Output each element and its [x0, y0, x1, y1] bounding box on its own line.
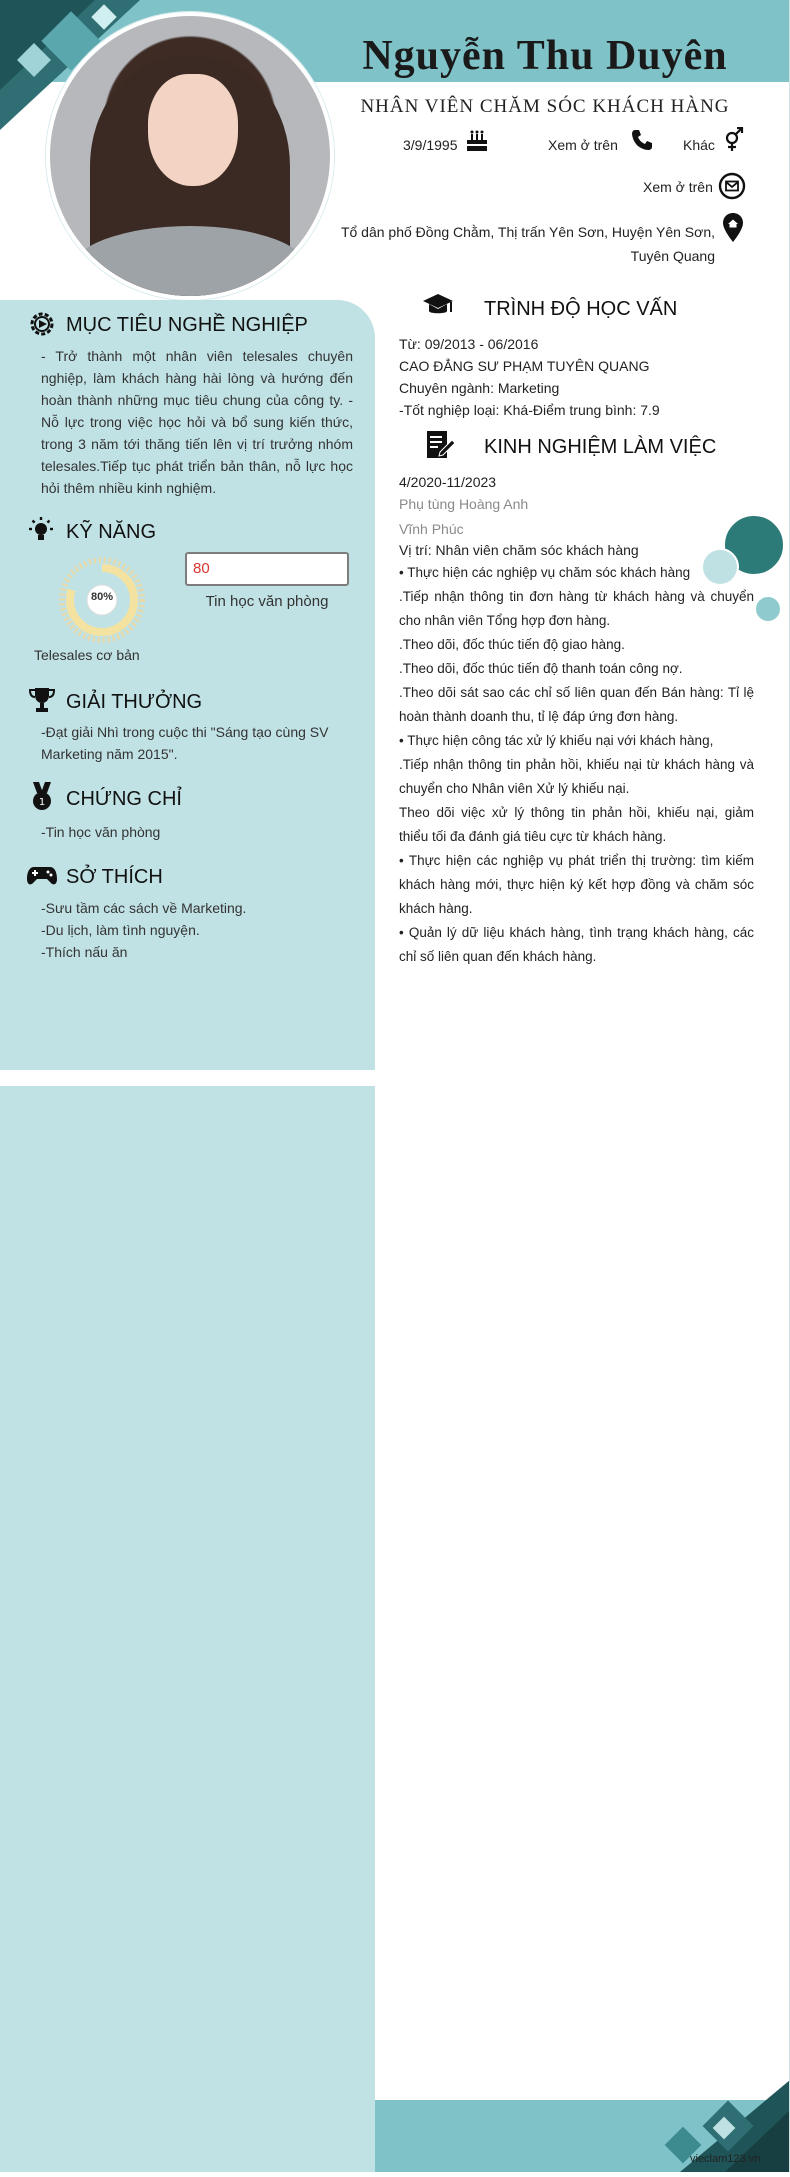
email-text: Xem ở trên	[643, 179, 713, 195]
objective-title: MỤC TIÊU NGHỀ NGHIỆP	[66, 314, 308, 336]
skill-box-caption: Tin học văn phòng	[205, 593, 329, 610]
list-item: -Du lịch, làm tình nguyện.	[41, 922, 200, 938]
lightbulb-icon	[26, 516, 56, 551]
address-line-1: Tổ dân phố Đồng Chằm, Thị trấn Yên Sơn, Huyện Yên Sơn,	[340, 224, 715, 240]
education-details	[399, 333, 660, 421]
circle-decoration	[702, 512, 790, 627]
education-title: TRÌNH ĐỘ HỌC VẤN	[484, 298, 678, 320]
experience-position: Vị trí: Nhân viên chăm sóc khách hàng	[399, 542, 639, 558]
phone-icon	[630, 128, 654, 157]
education-period: Từ: 09/2013 - 06/2016	[399, 336, 539, 352]
hobbies-title: SỞ THÍCH	[66, 866, 163, 888]
location-icon	[722, 212, 744, 249]
experience-details	[399, 561, 754, 969]
education-grade: -Tốt nghiệp loại: Khá-Điểm trung bình: 7.9	[399, 402, 660, 418]
list-item: -Sưu tầm các sách về Marketing.	[41, 900, 247, 916]
document-edit-icon	[426, 430, 456, 467]
birthday: 3/9/1995	[403, 137, 458, 153]
gender-text: Khác	[683, 137, 715, 153]
list-item: Theo dõi việc xử lý thông tin phản hồi, khiếu nại, giảm thiểu tối đa đánh giá tiêu cực từ khách hàng.	[399, 805, 754, 844]
address-line-2: Tuyên Quang	[630, 248, 715, 264]
list-item: • Thực hiện các nghiệp vụ chăm sóc khách hàng	[399, 565, 691, 580]
list-item: .Theo dõi, đốc thúc tiến độ giao hàng.	[399, 637, 625, 652]
awards-text: -Đạt giải Nhì trong cuộc thi "Sáng tạo cùng SV Marketing năm 2015".	[41, 724, 329, 762]
gear-icon	[28, 310, 56, 343]
watermark: vieclam123.vn	[690, 2153, 761, 2165]
experience-location: Vĩnh Phúc	[399, 521, 464, 537]
certificates-title: CHỨNG CHỈ	[66, 788, 182, 810]
trophy-icon	[28, 686, 56, 719]
list-item: .Theo dõi sát sao các chỉ số liên quan đến Bán hàng: Tỉ lệ hoàn thành doanh thu, tỉ lệ đáp ứng đơn hàng.	[399, 685, 754, 724]
awards-title: GIẢI THƯỞNG	[66, 691, 203, 713]
list-item: • Quản lý dữ liệu khách hàng, tình trạng khách hàng, các chỉ số liên quan đến khách hàng.	[399, 925, 754, 964]
phone-text: Xem ở trên	[548, 137, 618, 153]
list-item: .Tiếp nhận thông tin phản hồi, khiếu nại từ khách hàng và chuyển cho Nhân viên Xử lý khiếu nại.	[399, 757, 754, 796]
objective-text: - Trở thành một nhân viên telesales chuyên nghiệp, làm khách hàng hài lòng và hướng đến hoàn thành những mục tiêu chung của công ty. - Nỗ lực trong việc học hỏi và bổ sung kiến thức, trong 3 năm tới thăng tiến lên vị trí trưởng nhóm telesales.Tiếp tục phát triển bản thân, nỗ lực học hỏi thêm nhiều kinh nghiệm.	[41, 348, 353, 496]
experience-period: 4/2020-11/2023	[399, 474, 497, 490]
experience-title: KINH NGHIỆM LÀM VIỆC	[484, 436, 717, 458]
job-title: NHÂN VIÊN CHĂM SÓC KHÁCH HÀNG	[360, 96, 730, 117]
cake-icon	[464, 128, 490, 159]
education-major: Chuyên ngành: Marketing	[399, 380, 560, 396]
certificates-text: -Tin học văn phòng	[41, 824, 161, 840]
address	[290, 220, 715, 268]
svg-text:1: 1	[38, 797, 46, 808]
list-item: -Thích nấu ăn	[41, 944, 128, 960]
list-item: • Thực hiện công tác xử lý khiếu nại với khách hàng,	[399, 733, 714, 748]
gender-icon	[722, 127, 746, 158]
list-item: .Theo dõi, đốc thúc tiến độ thanh toán công nợ.	[399, 661, 683, 676]
email-icon	[718, 172, 746, 205]
skill-ring-caption: Telesales cơ bản	[34, 647, 140, 663]
hobbies-list	[41, 897, 246, 963]
gamepad-icon	[26, 864, 58, 893]
medal-icon	[30, 782, 54, 817]
skill-ring-label: 80%	[90, 591, 114, 603]
skill-value-box: 80	[185, 552, 349, 586]
skills-title: KỸ NĂNG	[66, 521, 157, 543]
left-panel-bottom	[0, 1086, 375, 2172]
list-item: .Tiếp nhận thông tin đơn hàng từ khách hàng và chuyển cho nhân viên Tổng hợp đơn hàng.	[399, 589, 754, 628]
graduation-cap-icon	[422, 292, 454, 325]
education-school: CAO ĐẲNG SƯ PHẠM TUYÊN QUANG	[399, 358, 650, 374]
candidate-name: Nguyễn Thu Duyên	[362, 33, 728, 79]
experience-company: Phụ tùng Hoàng Anh	[399, 496, 529, 512]
list-item: • Thực hiện các nghiệp vụ phát triển thị trường: tìm kiếm khách hàng mới, thực hiện ký kết hợp đồng và chăm sóc khách hàng.	[399, 853, 754, 916]
